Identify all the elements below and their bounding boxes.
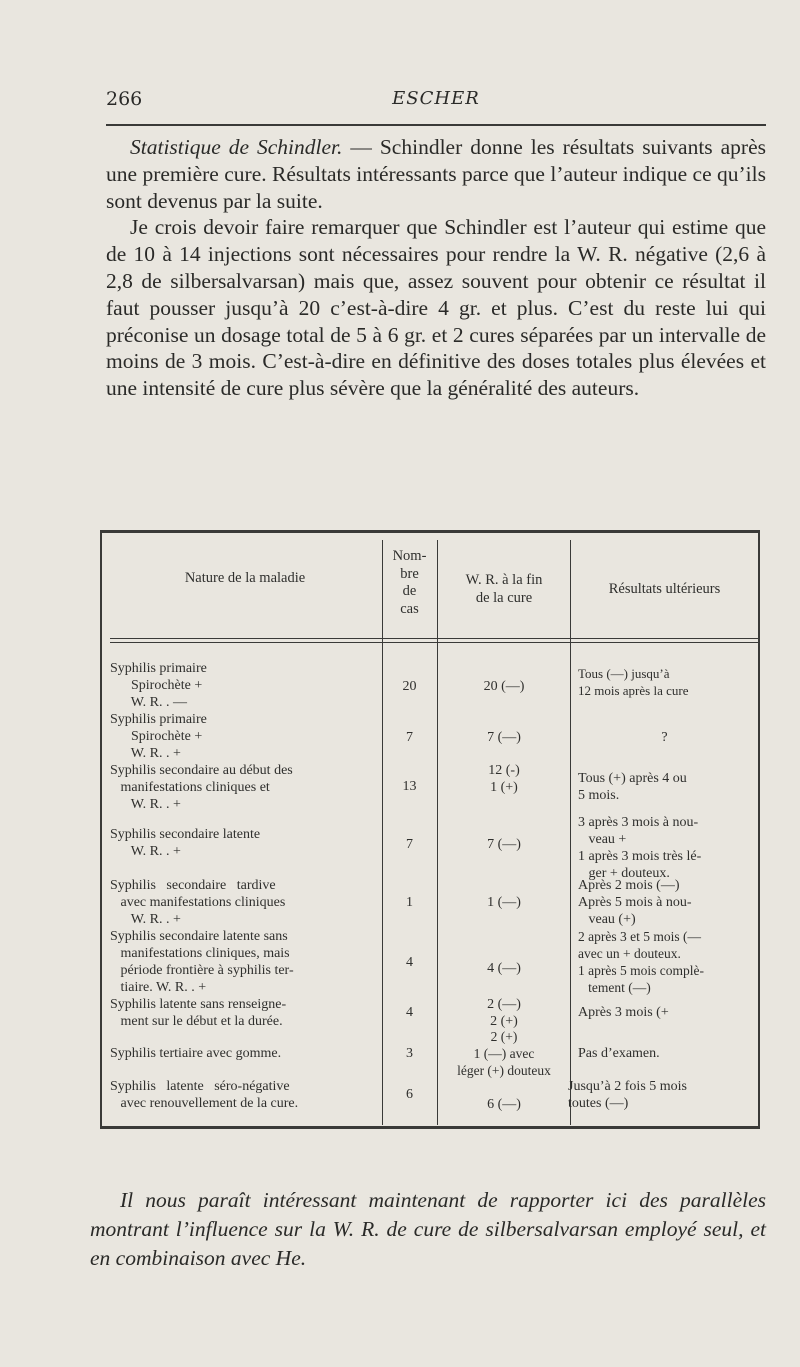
row-7-nature: Syphilis latente sans renseigne- ment sur le début et la durée. <box>110 997 287 1029</box>
row-5-wr: 1 (—) <box>487 895 521 910</box>
row-2-nature: Syphilis primaire Spirochète + W. R. . + <box>110 712 207 761</box>
table-header-rule-2 <box>110 642 758 643</box>
table-bottom-rule <box>100 1126 760 1129</box>
row-8-nombre: 3 <box>406 1046 413 1061</box>
col-rule-1 <box>382 540 383 1125</box>
table-top-rule <box>100 530 760 533</box>
row-3-wr: 12 (-) 1 (+) <box>488 763 520 795</box>
row-1-nature: Syphilis primaire Spirochète + W. R. . — <box>110 661 207 710</box>
page-number: 266 <box>106 88 143 110</box>
row-8-nature: Syphilis tertiaire avec gomme. <box>110 1046 282 1061</box>
header-resultats: Résultats ultérieurs <box>608 581 721 597</box>
running-head <box>106 88 766 112</box>
row-1-nombre: 20 <box>402 679 417 694</box>
header-wr: W. R. à la fin de la cure <box>465 572 543 606</box>
row-6-wr: 4 (—) <box>487 961 521 976</box>
row-6-nature: Syphilis secondaire latente sans manifestations cliniques, mais période frontière à syphilis ter- tiaire. W. R. . + <box>110 929 294 995</box>
running-title: ESCHER <box>392 88 480 109</box>
row-7-wr: 2 (—) 2 (+) <box>487 997 521 1029</box>
row-3-nature: Syphilis secondaire au début des manifestations cliniques et W. R. . + <box>110 763 293 812</box>
row-5-resultats: Après 2 mois (—) Après 5 mois à nou- veau (+) <box>578 878 692 927</box>
row-8-resultats: Pas d’examen. <box>578 1046 660 1061</box>
row-7-resultats: Après 3 mois (+ <box>578 1005 669 1020</box>
header-nombre: Nom- bre de cas <box>392 548 427 617</box>
row-9-nombre: 6 <box>406 1087 413 1102</box>
row-2-wr: 7 (—) <box>487 730 521 745</box>
row-5-nombre: 1 <box>406 895 413 910</box>
row-1-resultats: Tous (—) jusqu’à 12 mois après la cure <box>578 666 689 698</box>
row-2-nombre: 7 <box>406 730 413 745</box>
col-rule-3 <box>570 540 571 1125</box>
row-3-nombre: 13 <box>402 779 417 794</box>
table-right-rule <box>758 530 760 1129</box>
row-9-resultats: Jusqu’à 2 fois 5 mois toutes (—) <box>568 1079 687 1111</box>
paragraph-1-rest: — Schindler donne les résultats suivants après une première cure. Résultats intéressants parce que l’auteur indique ce qu’ils sont devenus par la suite. <box>106 135 766 213</box>
body-text <box>106 134 766 402</box>
row-4-nature: Syphilis secondaire latente W. R. . + <box>110 827 261 859</box>
paragraph-1-lead: Statistique de Schindler. <box>130 135 343 159</box>
row-4-resultats: 3 après 3 mois à nou- veau + 1 après 3 mois très lé- ger + douteux. <box>578 815 702 881</box>
row-8-wr: 2 (+) 1 (—) avec léger (+) douteux <box>457 1029 551 1078</box>
header-nature: Nature de la maladie <box>184 570 306 586</box>
row-9-nature: Syphilis latente séro-négative avec renouvellement de la cure. <box>110 1079 299 1111</box>
row-9-wr: 6 (—) <box>487 1097 521 1112</box>
paragraph-1 <box>106 134 766 214</box>
row-4-nombre: 7 <box>406 837 413 852</box>
table-header-rule <box>110 638 758 639</box>
header-rule <box>106 124 766 126</box>
table-left-rule <box>100 530 102 1129</box>
row-5-nature: Syphilis secondaire tardive avec manifestations cliniques W. R. . + <box>110 878 286 927</box>
statistics-table <box>100 530 760 1130</box>
paragraph-2: Je crois devoir faire remarquer que Schindler est l’auteur qui estime que de 10 à 14 injections sont nécessaires pour rendre la W. R. négative (2,6 à 2,8 de silbersalvarsan) mais que, assez souvent pour obtenir ce résultat il faut pousser jusqu’à 20 c’est-à-dire 4 gr. et plus. C’est du reste lui qui préconise un dosage total de 5 à 6 gr. et 2 cures séparées par un intervalle de moins de 3 mois. C’est-à-dire en définitive des doses totales plus élevées et une intensité de cure plus sévère que la généralité des auteurs. <box>106 215 766 401</box>
row-4-wr: 7 (—) <box>487 837 521 852</box>
row-7-nombre: 4 <box>406 1005 413 1020</box>
row-2-resultats: ? <box>661 730 668 745</box>
row-1-wr: 20 (—) <box>483 679 525 694</box>
closing-paragraph <box>90 1186 766 1273</box>
row-6-nombre: 4 <box>406 955 413 970</box>
row-6-resultats: 2 après 3 et 5 mois (— avec un + douteux. 1 après 5 mois complè- tement (—) <box>578 929 704 995</box>
row-3-resultats: Tous (+) après 4 ou 5 mois. <box>578 771 687 803</box>
closing-text: Il nous paraît intéressant maintenant de rapporter ici des parallèles montrant l’influence sur la W. R. de cure de silbersalvarsan employé seul, et en combinaison avec He. <box>90 1188 766 1270</box>
